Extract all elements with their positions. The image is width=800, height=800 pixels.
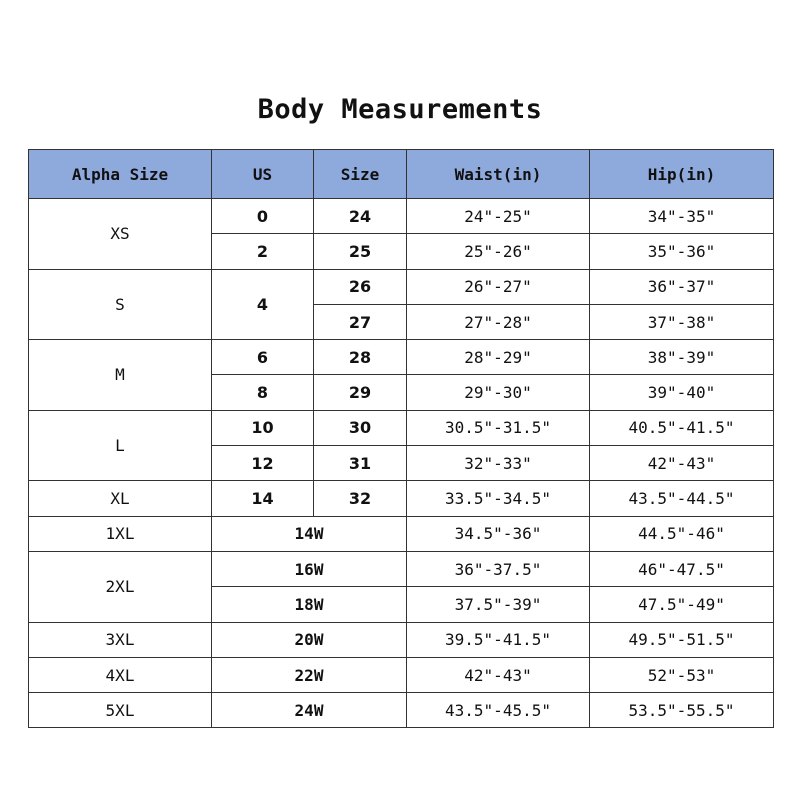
size-cell: 25 — [314, 234, 407, 269]
alpha-size-cell: 5XL — [29, 693, 212, 728]
table-row — [29, 199, 774, 234]
alpha-size-cell: XS — [29, 199, 212, 270]
table-row — [29, 622, 774, 657]
hip-cell: 52"-53" — [590, 657, 774, 692]
waist-cell: 36"-37.5" — [407, 551, 590, 586]
waist-cell: 39.5"-41.5" — [407, 622, 590, 657]
header-waist: Waist(in) — [407, 150, 590, 199]
size-cell: 30 — [314, 410, 407, 445]
waist-cell: 29"-30" — [407, 375, 590, 410]
us-size-merged-cell: 24W — [212, 693, 407, 728]
hip-cell: 42"-43" — [590, 446, 774, 481]
alpha-size-cell: M — [29, 340, 212, 411]
us-cell: 2 — [212, 234, 314, 269]
hip-cell: 40.5"-41.5" — [590, 410, 774, 445]
waist-cell: 34.5"-36" — [407, 516, 590, 551]
size-cell: 31 — [314, 446, 407, 481]
size-chart-table — [28, 149, 774, 728]
hip-cell: 38"-39" — [590, 340, 774, 375]
table-row — [29, 340, 774, 375]
alpha-size-cell: XL — [29, 481, 212, 516]
us-cell: 8 — [212, 375, 314, 410]
hip-cell: 47.5"-49" — [590, 587, 774, 622]
hip-cell: 53.5"-55.5" — [590, 693, 774, 728]
table-row — [29, 410, 774, 445]
waist-cell: 42"-43" — [407, 657, 590, 692]
header-row — [29, 150, 774, 199]
header-alpha-size: Alpha Size — [29, 150, 212, 199]
alpha-size-cell: 4XL — [29, 657, 212, 692]
waist-cell: 27"-28" — [407, 304, 590, 339]
waist-cell: 24"-25" — [407, 199, 590, 234]
hip-cell: 35"-36" — [590, 234, 774, 269]
alpha-size-cell: 1XL — [29, 516, 212, 551]
us-cell: 14 — [212, 481, 314, 516]
header-hip: Hip(in) — [590, 150, 774, 199]
hip-cell: 34"-35" — [590, 199, 774, 234]
table-row — [29, 516, 774, 551]
us-size-merged-cell: 22W — [212, 657, 407, 692]
alpha-size-cell: L — [29, 410, 212, 481]
hip-cell: 36"-37" — [590, 269, 774, 304]
size-cell: 26 — [314, 269, 407, 304]
us-size-merged-cell: 14W — [212, 516, 407, 551]
page-title: Body Measurements — [257, 94, 543, 125]
us-cell: 4 — [212, 269, 314, 340]
table-row — [29, 657, 774, 692]
us-size-merged-cell: 18W — [212, 587, 407, 622]
hip-cell: 49.5"-51.5" — [590, 622, 774, 657]
us-size-merged-cell: 16W — [212, 551, 407, 586]
hip-cell: 46"-47.5" — [590, 551, 774, 586]
us-cell: 0 — [212, 199, 314, 234]
waist-cell: 26"-27" — [407, 269, 590, 304]
waist-cell: 43.5"-45.5" — [407, 693, 590, 728]
size-cell: 28 — [314, 340, 407, 375]
hip-cell: 39"-40" — [590, 375, 774, 410]
waist-cell: 33.5"-34.5" — [407, 481, 590, 516]
header-us: US — [212, 150, 314, 199]
waist-cell: 28"-29" — [407, 340, 590, 375]
hip-cell: 44.5"-46" — [590, 516, 774, 551]
waist-cell: 25"-26" — [407, 234, 590, 269]
table-row — [29, 551, 774, 586]
hip-cell: 37"-38" — [590, 304, 774, 339]
alpha-size-cell: S — [29, 269, 212, 340]
alpha-size-cell: 3XL — [29, 622, 212, 657]
waist-cell: 30.5"-31.5" — [407, 410, 590, 445]
size-cell: 24 — [314, 199, 407, 234]
size-cell: 32 — [314, 481, 407, 516]
size-cell: 27 — [314, 304, 407, 339]
us-cell: 6 — [212, 340, 314, 375]
us-cell: 12 — [212, 446, 314, 481]
us-size-merged-cell: 20W — [212, 622, 407, 657]
waist-cell: 37.5"-39" — [407, 587, 590, 622]
table-row — [29, 269, 774, 304]
alpha-size-cell: 2XL — [29, 551, 212, 622]
table-row — [29, 481, 774, 516]
hip-cell: 43.5"-44.5" — [590, 481, 774, 516]
waist-cell: 32"-33" — [407, 446, 590, 481]
table-row — [29, 693, 774, 728]
header-size: Size — [314, 150, 407, 199]
us-cell: 10 — [212, 410, 314, 445]
size-cell: 29 — [314, 375, 407, 410]
